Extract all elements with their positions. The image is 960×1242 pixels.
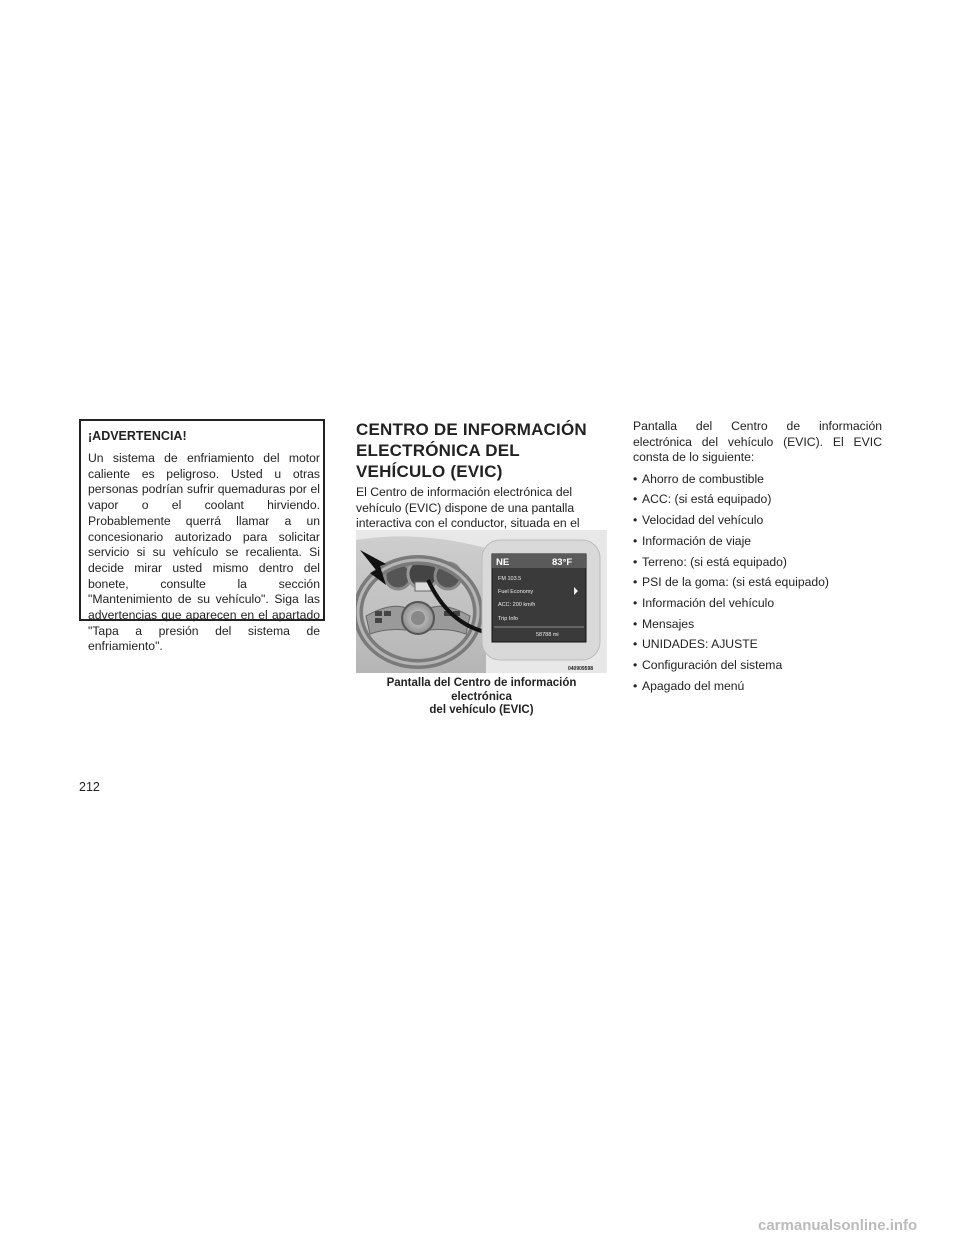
warning-body: Un sistema de enfriamiento del motor caliente es peligroso. Usted u otras personas podrían sufrir quemaduras por el vapor o el coolant hirviendo. Probablemente querrá llamar a un concesionario autorizado para solicitar servicio si su vehículo se recalienta. Si decide mirar usted mismo dentro del bonete, consulte la sección "Mantenimiento de su vehículo". Siga las advertencias que aparecen en el apartado "Tapa a presión del sistema de enfriamiento". [88,451,320,654]
evic-section [356,419,606,547]
bullet-icon: • [633,596,638,610]
section-intro: El Centro de información electrónica del vehículo (EVIC) dispone de una pantalla interactiva con el conductor, situada en el [356,485,580,531]
warning-title: ¡ADVERTENCIA! [88,429,187,443]
bullet-icon: • [633,492,638,507]
list-item [633,469,882,490]
bullet-icon: • [633,658,638,673]
page-number: 212 [79,780,100,794]
bullet-icon: • [633,575,638,590]
display-line-3: ACC: 200 km/h [498,602,536,608]
bullet-icon: • [633,513,638,528]
list-item-label: Configuración del sistema [642,658,783,673]
display-line-2: Fuel Economy [498,589,534,595]
list-item [633,531,882,552]
list-item-label: ACC: (si está equipado) [642,492,772,507]
list-item-label: Mensajes [642,616,695,631]
bullet-icon: • [633,637,638,652]
list-item-label: UNIDADES: AJUSTE [642,637,758,652]
section-heading-line2: ELECTRÓNICA DEL [356,441,520,460]
list-intro: Pantalla del Centro de información electrónica del vehículo (EVIC). El EVIC consta de lo siguiente: [633,419,882,465]
display-line-1: FM 103.5 [498,576,522,582]
evic-figure [356,530,607,673]
display-heading: NE [496,557,510,568]
list-item [633,614,882,635]
list-item-label: Información del vehículo [642,596,775,610]
section-heading-line3: VEHÍCULO (EVIC) [356,462,503,481]
bullet-icon: • [633,554,638,569]
display-line-4: Trip Info [498,616,518,622]
bullet-icon: • [633,533,638,548]
caption-line2: del vehículo (EVIC) [429,704,534,716]
list-item [633,552,882,573]
watermark: carmanualsonline.info [758,1217,918,1234]
display-line-5: 58788 mi [536,632,559,638]
list-item [633,489,882,510]
list-item-label: Terreno: (si está equipado) [642,554,787,569]
list-item-label: Apagado del menú [642,678,745,693]
list-item-label: Ahorro de combustible [642,471,764,486]
figure-caption [356,677,607,718]
list-item-label: Información de viaje [642,533,752,548]
figure-ref-code: 040909598 [568,666,594,672]
evic-illustration [356,530,607,673]
warning-box [79,419,325,654]
list-item [633,572,882,593]
evic-list-column [633,419,882,697]
bullet-icon: • [633,471,638,486]
list-item [633,593,882,614]
list-item-label: Velocidad del vehículo [642,513,764,528]
steering-button-left-1 [375,611,382,616]
list-item [633,634,882,655]
list-item [633,655,882,676]
display-temp: 83°F [552,557,573,568]
bullet-icon: • [633,678,638,693]
list-item [633,510,882,531]
bullet-icon: • [633,616,638,631]
section-heading-line1: CENTRO DE INFORMACIÓN [356,420,587,439]
list-item-label: PSI de la goma: (si está equipado) [642,575,829,590]
list-item [633,676,882,697]
section-heading [356,419,606,482]
evic-feature-list [633,469,882,697]
caption-line1: Pantalla del Centro de información electrónica [386,677,577,703]
